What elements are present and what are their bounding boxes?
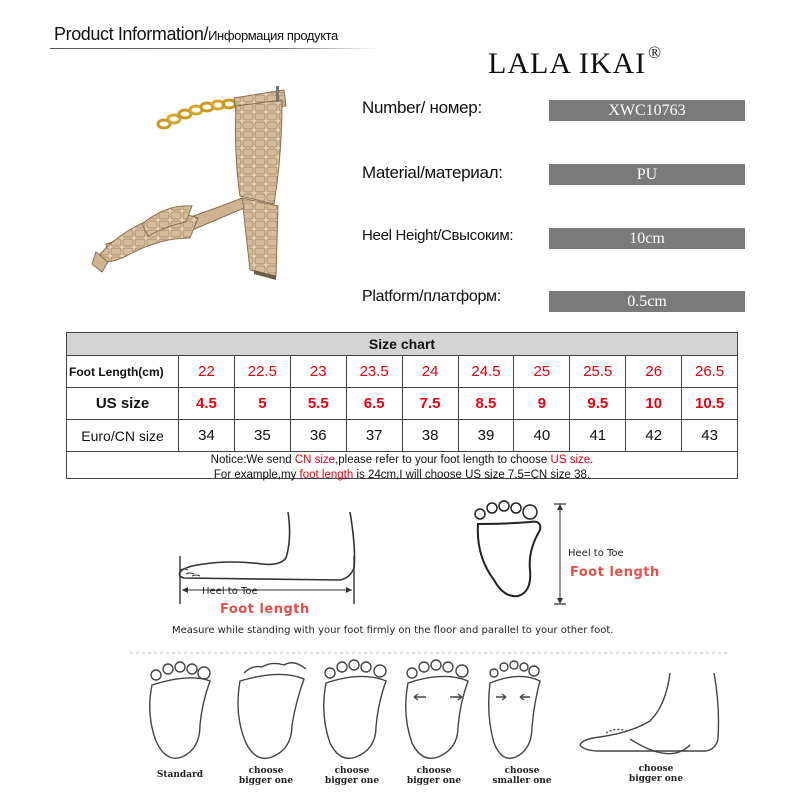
caption-line: bigger one	[628, 774, 684, 784]
table-cell: 7.5	[403, 388, 459, 419]
gold-chain	[158, 100, 235, 128]
spec-label-number: Number/ номер:	[362, 98, 482, 117]
size-chart-caption: Size chart	[67, 333, 737, 356]
caption-line: bigger one	[406, 776, 462, 786]
spec-value-heel-height: 10cm	[549, 228, 745, 249]
spec-label-material: Material/материал:	[362, 163, 503, 182]
page-title	[54, 24, 338, 45]
title-russian: Информация продукта	[208, 28, 338, 43]
foot-wide-arrows-icon	[406, 660, 468, 758]
table-cell: 26	[626, 356, 682, 387]
foot-type-caption	[394, 766, 474, 786]
caption-line: choose	[248, 766, 284, 776]
table-cell: 25.5	[570, 356, 626, 387]
table-row-euro-size	[67, 420, 737, 452]
table-cell: 9	[514, 388, 570, 419]
caption-line: choose	[334, 766, 370, 776]
caption-line: bigger one	[324, 776, 380, 786]
notice-line-1	[67, 453, 737, 468]
table-row-us-size	[67, 388, 737, 420]
foot-type-caption	[482, 766, 562, 786]
size-notice	[67, 452, 737, 483]
brand-name: LALA IKAI	[488, 47, 647, 80]
foot-standard-icon	[150, 662, 210, 758]
foot-type-caption	[226, 766, 306, 786]
table-cell: 4.5	[179, 388, 235, 419]
table-cell: 5	[235, 388, 291, 419]
table-cell: 8.5	[459, 388, 515, 419]
spec-value-material: PU	[549, 164, 745, 185]
table-cell: 34	[179, 420, 235, 451]
notice-text: For example,my	[213, 469, 300, 481]
measure-instruction: Measure while standing with your foot firmly on the floor and parallel to your other foot.	[172, 625, 614, 636]
foot-type-caption	[140, 770, 220, 780]
caption-line: smaller one	[492, 776, 552, 786]
size-chart-table	[66, 332, 738, 479]
title-english: Product Information/	[54, 24, 209, 44]
side-heel-to-toe-label: Heel to Toe	[202, 586, 258, 597]
table-cell: 22.5	[235, 356, 291, 387]
table-cell: 39	[459, 420, 515, 451]
foot-wide-icon	[324, 660, 386, 758]
table-cell: 23	[291, 356, 347, 387]
notice-line-2	[67, 468, 737, 483]
table-cell: 22	[179, 356, 235, 387]
notice-highlight: US size	[550, 454, 591, 466]
sandal-image	[86, 76, 316, 291]
foot-wide-icon	[238, 663, 306, 759]
caption-line: choose	[416, 766, 452, 776]
table-cell: 24.5	[459, 356, 515, 387]
top-heel-to-toe-label: Heel to Toe	[568, 548, 624, 559]
foot-types-diagram	[130, 645, 730, 770]
spec-value-platform: 0.5cm	[549, 291, 745, 312]
notice-highlight: CN size	[294, 454, 336, 466]
table-cell: 35	[235, 420, 291, 451]
side-foot-length-label: Foot length	[220, 602, 310, 617]
table-cell: 42	[626, 420, 682, 451]
table-cell: 5.5	[291, 388, 347, 419]
table-cell: 24	[403, 356, 459, 387]
table-cell: 36	[291, 420, 347, 451]
table-cell: 43	[701, 427, 718, 444]
table-cell: 40	[514, 420, 570, 451]
spec-label-heel-height: Heel Height/Свысоким:	[362, 227, 514, 244]
spec-value-number: XWC10763	[549, 100, 745, 121]
foot-high-instep-icon	[580, 673, 719, 754]
table-cell: 25	[514, 356, 570, 387]
caption-line: choose	[504, 766, 540, 776]
foot-type-caption	[312, 766, 392, 786]
table-cell: 9.5	[570, 388, 626, 419]
registered-mark: ®	[648, 43, 663, 62]
table-cell: 23.5	[347, 356, 403, 387]
table-cell: 10	[626, 388, 682, 419]
table-cell: 26.5	[695, 363, 725, 380]
spec-label-platform: Platform/платформ:	[362, 288, 501, 305]
notice-text: is 24cm,I will choose US size 7.5=CN size 38.	[353, 469, 591, 481]
table-cell: 41	[570, 420, 626, 451]
notice-text: ,please refer to your foot length to choose	[335, 454, 551, 466]
foot-type-caption	[616, 764, 696, 784]
table-cell: 6.5	[347, 388, 403, 419]
caption-line: choose	[638, 764, 674, 774]
brand-logo	[488, 43, 663, 81]
row-header-euro-size: Euro/CN size	[67, 420, 179, 451]
caption-line: Standard	[156, 770, 204, 780]
table-cell: 37	[347, 420, 403, 451]
row-header-us-size: US size	[67, 388, 179, 419]
title-underline	[50, 48, 380, 49]
foot-narrow-arrows-icon	[489, 661, 540, 758]
table-cell: 10.5	[695, 395, 725, 412]
table-cell: 38	[403, 420, 459, 451]
notice-text: Notice:We send	[210, 454, 295, 466]
notice-highlight: foot length	[299, 469, 354, 481]
notice-text: .	[590, 454, 594, 466]
top-foot-length-label: Foot length	[570, 565, 660, 580]
caption-line: bigger one	[238, 776, 294, 786]
row-header-foot-length: Foot Length(cm)	[67, 356, 179, 387]
table-row-foot-length	[67, 356, 737, 388]
